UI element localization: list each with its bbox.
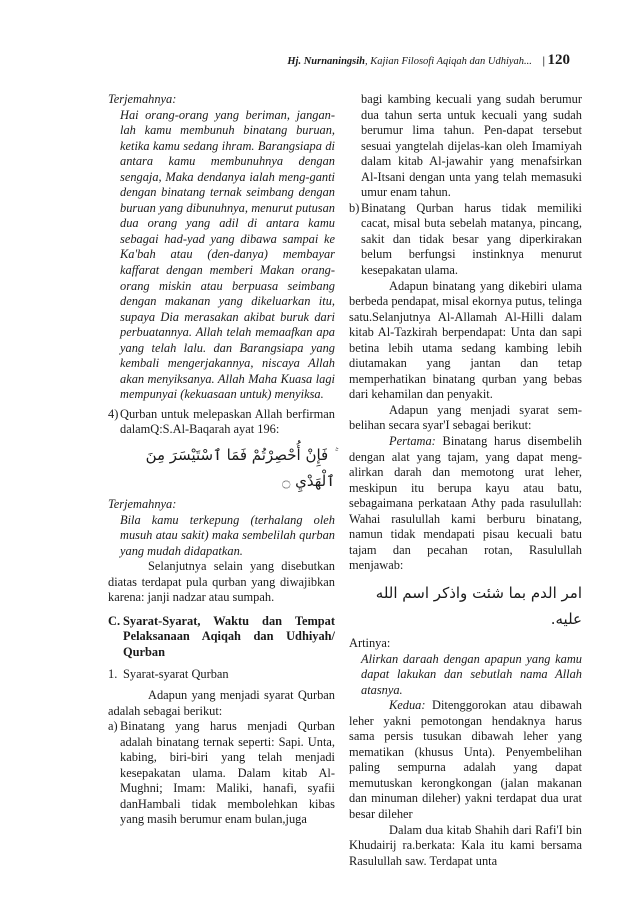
body-paragraph: Adapun yang menjadi syarat sem-belihan secara syar'I sebagai berikut:: [349, 402, 582, 433]
arabic-hadith: امر الدم بما شئت واذكر اسم الله عليه.: [375, 583, 582, 628]
pertama-label: Pertama:: [389, 434, 436, 449]
subsection-heading: [108, 667, 335, 683]
translation-paragraph: Bila kamu terkepung (terhalang oleh musuh atau sakit) maka sembelilah qurban yang mudah didapatkan.: [120, 512, 335, 558]
body-paragraph: [349, 698, 582, 822]
arabic-verse: [108, 442, 335, 495]
artinya-translation: Alirkan daraah dengan apapun yang kamu dapat lakukan dan sebutlah nama Allah atasnya.: [361, 651, 582, 697]
kedua-label: Kedua:: [389, 698, 426, 713]
list-item-text: Binatang Qurban harus tidak memiliki cacat, misal buta sebelah matanya, pincang, sakit dan tidak besar yang diperkirakan belum berfungsi instinknya menurut kesepakatan ulama.: [361, 200, 582, 278]
list-item-text: Qurban untuk melepaskan Allah berfirman dalamQ:S.Al-Baqarah ayat 196:: [120, 406, 335, 437]
subsection-label: 1.: [108, 666, 118, 681]
translation-paragraph: Hai orang-orang yang beriman, jangan-lah kamu membunuh binatang buruan, ketika kamu sedang ihram. Barangsiapa di antara kamu membunuhnya dengan sengaja, Maka dendanya ialah meng-ganti dengan binatang ternak seimbang dengan buruan yang dibunuhnya, menurut putusan dua orang yang adil di antara kamu sebagai had-yad yang dibawa sampai ke Ka'bah atau (den-danya) membayar kaffarat dengan memberi Makan orang-orang miskin atau berpuasa seimbang dengan makanan yang dikeluarkan itu, supaya Dia merasakan akibat buruk dari perbuatannya. Allah telah memaafkan apa yang telah lalu. dan Barangsiapa yang kembali mengerjakannya, niscaya Allah akan menyiksanya. Allah Maha Kuasa lagi mempunyai (kekuasaan untuk) menyiksa.: [120, 107, 335, 402]
list-item: [108, 407, 335, 438]
list-item-label: 4): [108, 406, 119, 421]
list-item-label: a): [108, 719, 118, 734]
list-item-text: Binatang yang harus menjadi Qurban adalah binatang ternak seperti: Sapi. Unta, kabing, biri-biri yang telah menjadi kesepakatan ulama. Dalam kitab Al-Mughni; Imam: Maliki, hanafi, syafii danHambali tidak membolehkan kibas yang masih berumur enam bulan,juga: [120, 719, 335, 827]
right-column: [349, 92, 582, 869]
left-column: [108, 92, 335, 828]
header-author: Hj. Nurnaningsih: [287, 56, 365, 67]
verse-end-mark: ۝: [282, 474, 291, 491]
list-item-continuation: bagi kambing kecuali yang sudah berumur dua tahun serta untuk kecuali yang sudah berumur lima tahun. Pen-dapat tersebut sesuai yangtelah dijelas-kan oleh Imamiyah dalam kitab Al-jawahir yang menafsirkan Al-Itsani dengan unta yang telah memasuki umur enam tahun.: [361, 92, 582, 200]
body-paragraph: Selanjutnya selain yang disebutkan diatas terdapat pula qurban yang diwajibkan karena: janji nadzar atau sumpah.: [108, 559, 335, 605]
kedua-text: Ditenggorokan atau dibawah leher yakni pemotongan hendaknya harus sama persis tusukan dibawah leher yang mematikan (khusus Unta). Penyembelihan paling sempurna adalah yang dapat memutuskan kerongkongan (jalan makanan dan minuman dileher) yakni terdapat dua urat besar dileher: [349, 698, 582, 821]
body-paragraph: Adapun yang menjadi syarat Qurban adalah sebagai berikut:: [108, 688, 335, 718]
pertama-text: Binatang harus disembelih dengan alat yang tajam, yang dapat meng-alirkan darah dan memotong urat leher, meskipun itu berupa kayu atau batu, sebagaimana perkataan Athy pada rasulullah: Wahai rasulullah kami berburu binatang, namun tidak mendapati pisau kecuali batu tajam dan pecahan rotan, Rasulullah menjawab:: [349, 434, 582, 573]
body-paragraph: Adapun binatang yang dikebiri ulama berbeda pendapat, misal ekornya putus, telinga satu.Selanjutnya Al-Allamah Al-Hilli dalam kitab Al-Tazkirah berpendapat: Unta dan sapi betina lebih utama sedang kambing lebih diutamakan yang jantan dan tetap memperhatikan binatang qurban yang bebas dari kehamilan dan penyakit.: [349, 278, 582, 402]
terjemahnya-label: Terjemahnya:: [108, 92, 177, 106]
body-paragraph: Dalam dua kitab Shahih dari Rafi'I bin Khudairij ra.berkata: Kala itu kami bersama Rasulullah saw. Terdapat unta: [349, 822, 582, 868]
header-title: , Kajian Filosofi Aqiqah dan Udhiyah...: [365, 56, 532, 67]
page-number: 120: [547, 52, 570, 68]
list-item-label: b): [349, 200, 360, 215]
artinya-label: Artinya:: [349, 635, 391, 650]
section-heading: [108, 614, 335, 661]
body-paragraph: [349, 434, 582, 574]
running-header: [100, 52, 570, 69]
list-item: [108, 719, 335, 828]
section-label: C.: [108, 613, 121, 628]
arabic-verse-text: فَإِنْ أُحْصِرْتُمْ فَمَا ٱسْتَيْسَرَ مِنَ ٱلْهَدْيِ: [145, 446, 335, 491]
list-item: [349, 201, 582, 279]
header-separator: |: [542, 56, 545, 67]
subsection-title: Syarat-syarat Qurban: [123, 666, 229, 681]
section-title: Syarat-Syarat, Waktu dan Tempat Pelaksanaan Aqiqah dan Udhiyah/ Qurban: [123, 613, 335, 659]
terjemahnya-label: Terjemahnya:: [108, 497, 177, 512]
